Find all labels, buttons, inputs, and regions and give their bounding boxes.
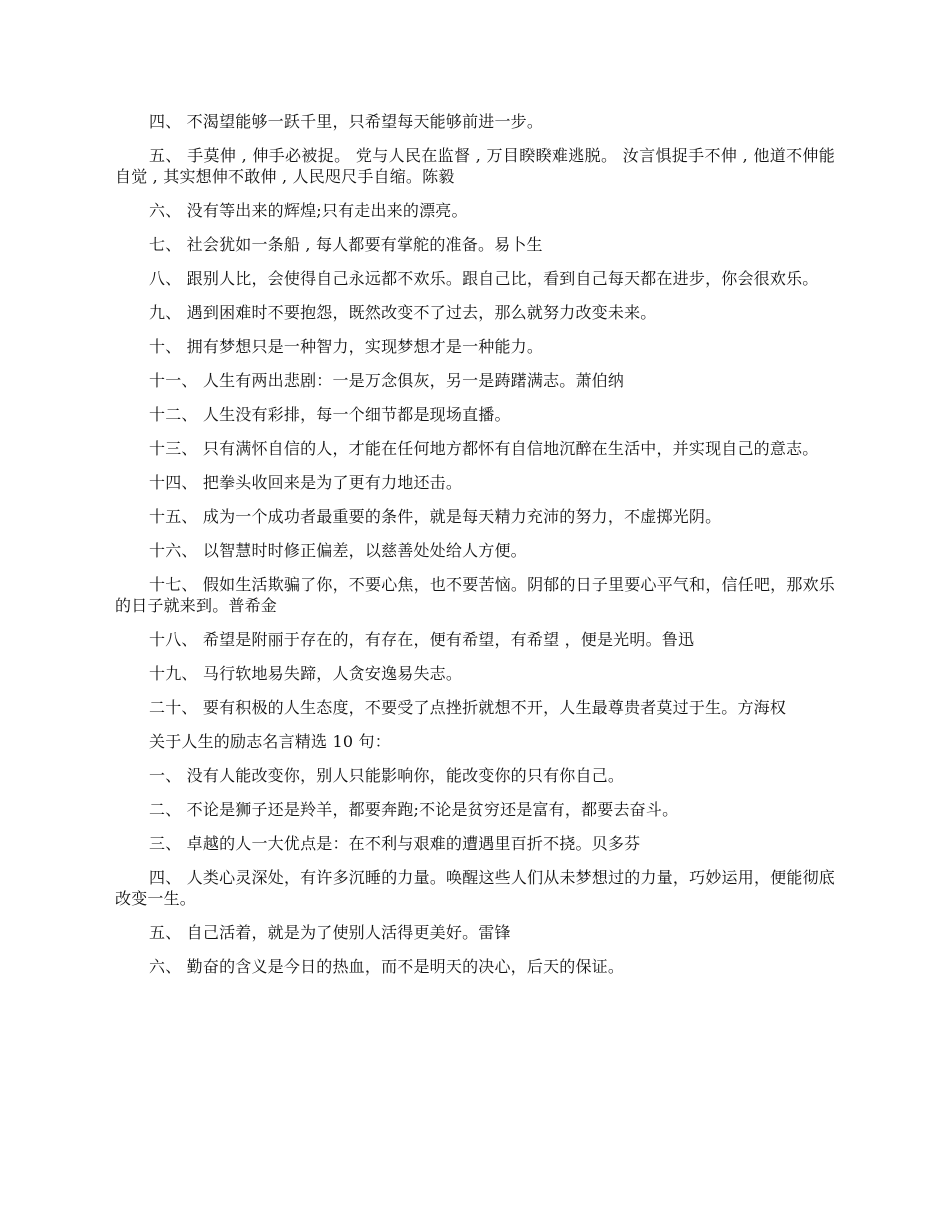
paragraph: 十四、 把拳头收回来是为了更有力地还击。 bbox=[149, 473, 463, 492]
paragraph: 七、 社会犹如一条船 , 每人都要有掌舵的准备。易卜生 bbox=[149, 235, 543, 254]
paragraph: 四、 人类心灵深处，有许多沉睡的力量。唤醒这些人们从未梦想过的力量，巧妙运用，便能彻底改变一生。 bbox=[115, 868, 835, 908]
paragraph: 十七、 假如生活欺骗了你，不要心焦，也不要苦恼。阴郁的日子里要心平气和，信任吧，那欢乐的日子就来到。普希金 bbox=[115, 575, 835, 615]
paragraph: 一、 没有人能改变你，别人只能影响你，能改变你的只有你自己。 bbox=[149, 766, 625, 785]
paragraph: 三、 卓越的人一大优点是：在不利与艰难的遭遇里百折不挠。贝多芬 bbox=[149, 834, 641, 853]
paragraph: 十八、 希望是附丽于存在的，有存在，便有希望，有希望 ，便是光明。鲁迅 bbox=[149, 630, 695, 649]
section-heading: 关于人生的励志名言精选 10 句： bbox=[149, 732, 391, 751]
paragraph: 五、 手莫伸 , 伸手必被捉。 党与人民在监督 , 万目睽睽难逃脱。 汝言惧捉手不伸 , 他道不伸能自觉 , 其实想伸不敢伸 , 人民咫尺手自缩。陈毅 bbox=[115, 146, 835, 186]
paragraph: 二、 不论是狮子还是羚羊，都要奔跑;不论是贫穷还是富有，都要去奋斗。 bbox=[149, 800, 679, 819]
paragraph: 八、 跟别人比，会使得自己永远都不欢乐。跟自己比，看到自己每天都在进步，你会很欢乐。 bbox=[149, 269, 819, 288]
paragraph: 十一、 人生有两出悲剧：一是万念俱灰，另一是踌躇满志。萧伯纳 bbox=[149, 371, 625, 390]
paragraph: 十九、 马行软地易失蹄，人贪安逸易失志。 bbox=[149, 664, 463, 683]
paragraph: 六、 勤奋的含义是今日的热血，而不是明天的决心，后天的保证。 bbox=[149, 957, 625, 976]
paragraph: 五、 自己活着，就是为了使别人活得更美好。雷锋 bbox=[149, 923, 511, 942]
paragraph: 六、 没有等出来的辉煌;只有走出来的漂亮。 bbox=[149, 201, 468, 220]
paragraph: 十二、 人生没有彩排，每一个细节都是现场直播。 bbox=[149, 405, 511, 424]
document-body bbox=[115, 111, 835, 990]
paragraph: 四、 不渴望能够一跃千里，只希望每天能够前进一步。 bbox=[149, 112, 544, 131]
paragraph: 十六、 以智慧时时修正偏差，以慈善处处给人方便。 bbox=[149, 541, 527, 560]
paragraph: 十、 拥有梦想只是一种智力，实现梦想才是一种能力。 bbox=[149, 337, 544, 356]
paragraph: 二十、 要有积极的人生态度，不要受了点挫折就想不开，人生最尊贵者莫过于生。方海权 bbox=[149, 698, 787, 717]
paragraph: 十五、 成为一个成功者最重要的条件，就是每天精力充沛的努力，不虚掷光阴。 bbox=[149, 507, 722, 526]
paragraph: 十三、 只有满怀自信的人，才能在任何地方都怀有自信地沉醉在生活中，并实现自己的意志。 bbox=[149, 439, 819, 458]
paragraph: 九、 遇到困难时不要抱怨，既然改变不了过去，那么就努力改变未来。 bbox=[149, 303, 657, 322]
